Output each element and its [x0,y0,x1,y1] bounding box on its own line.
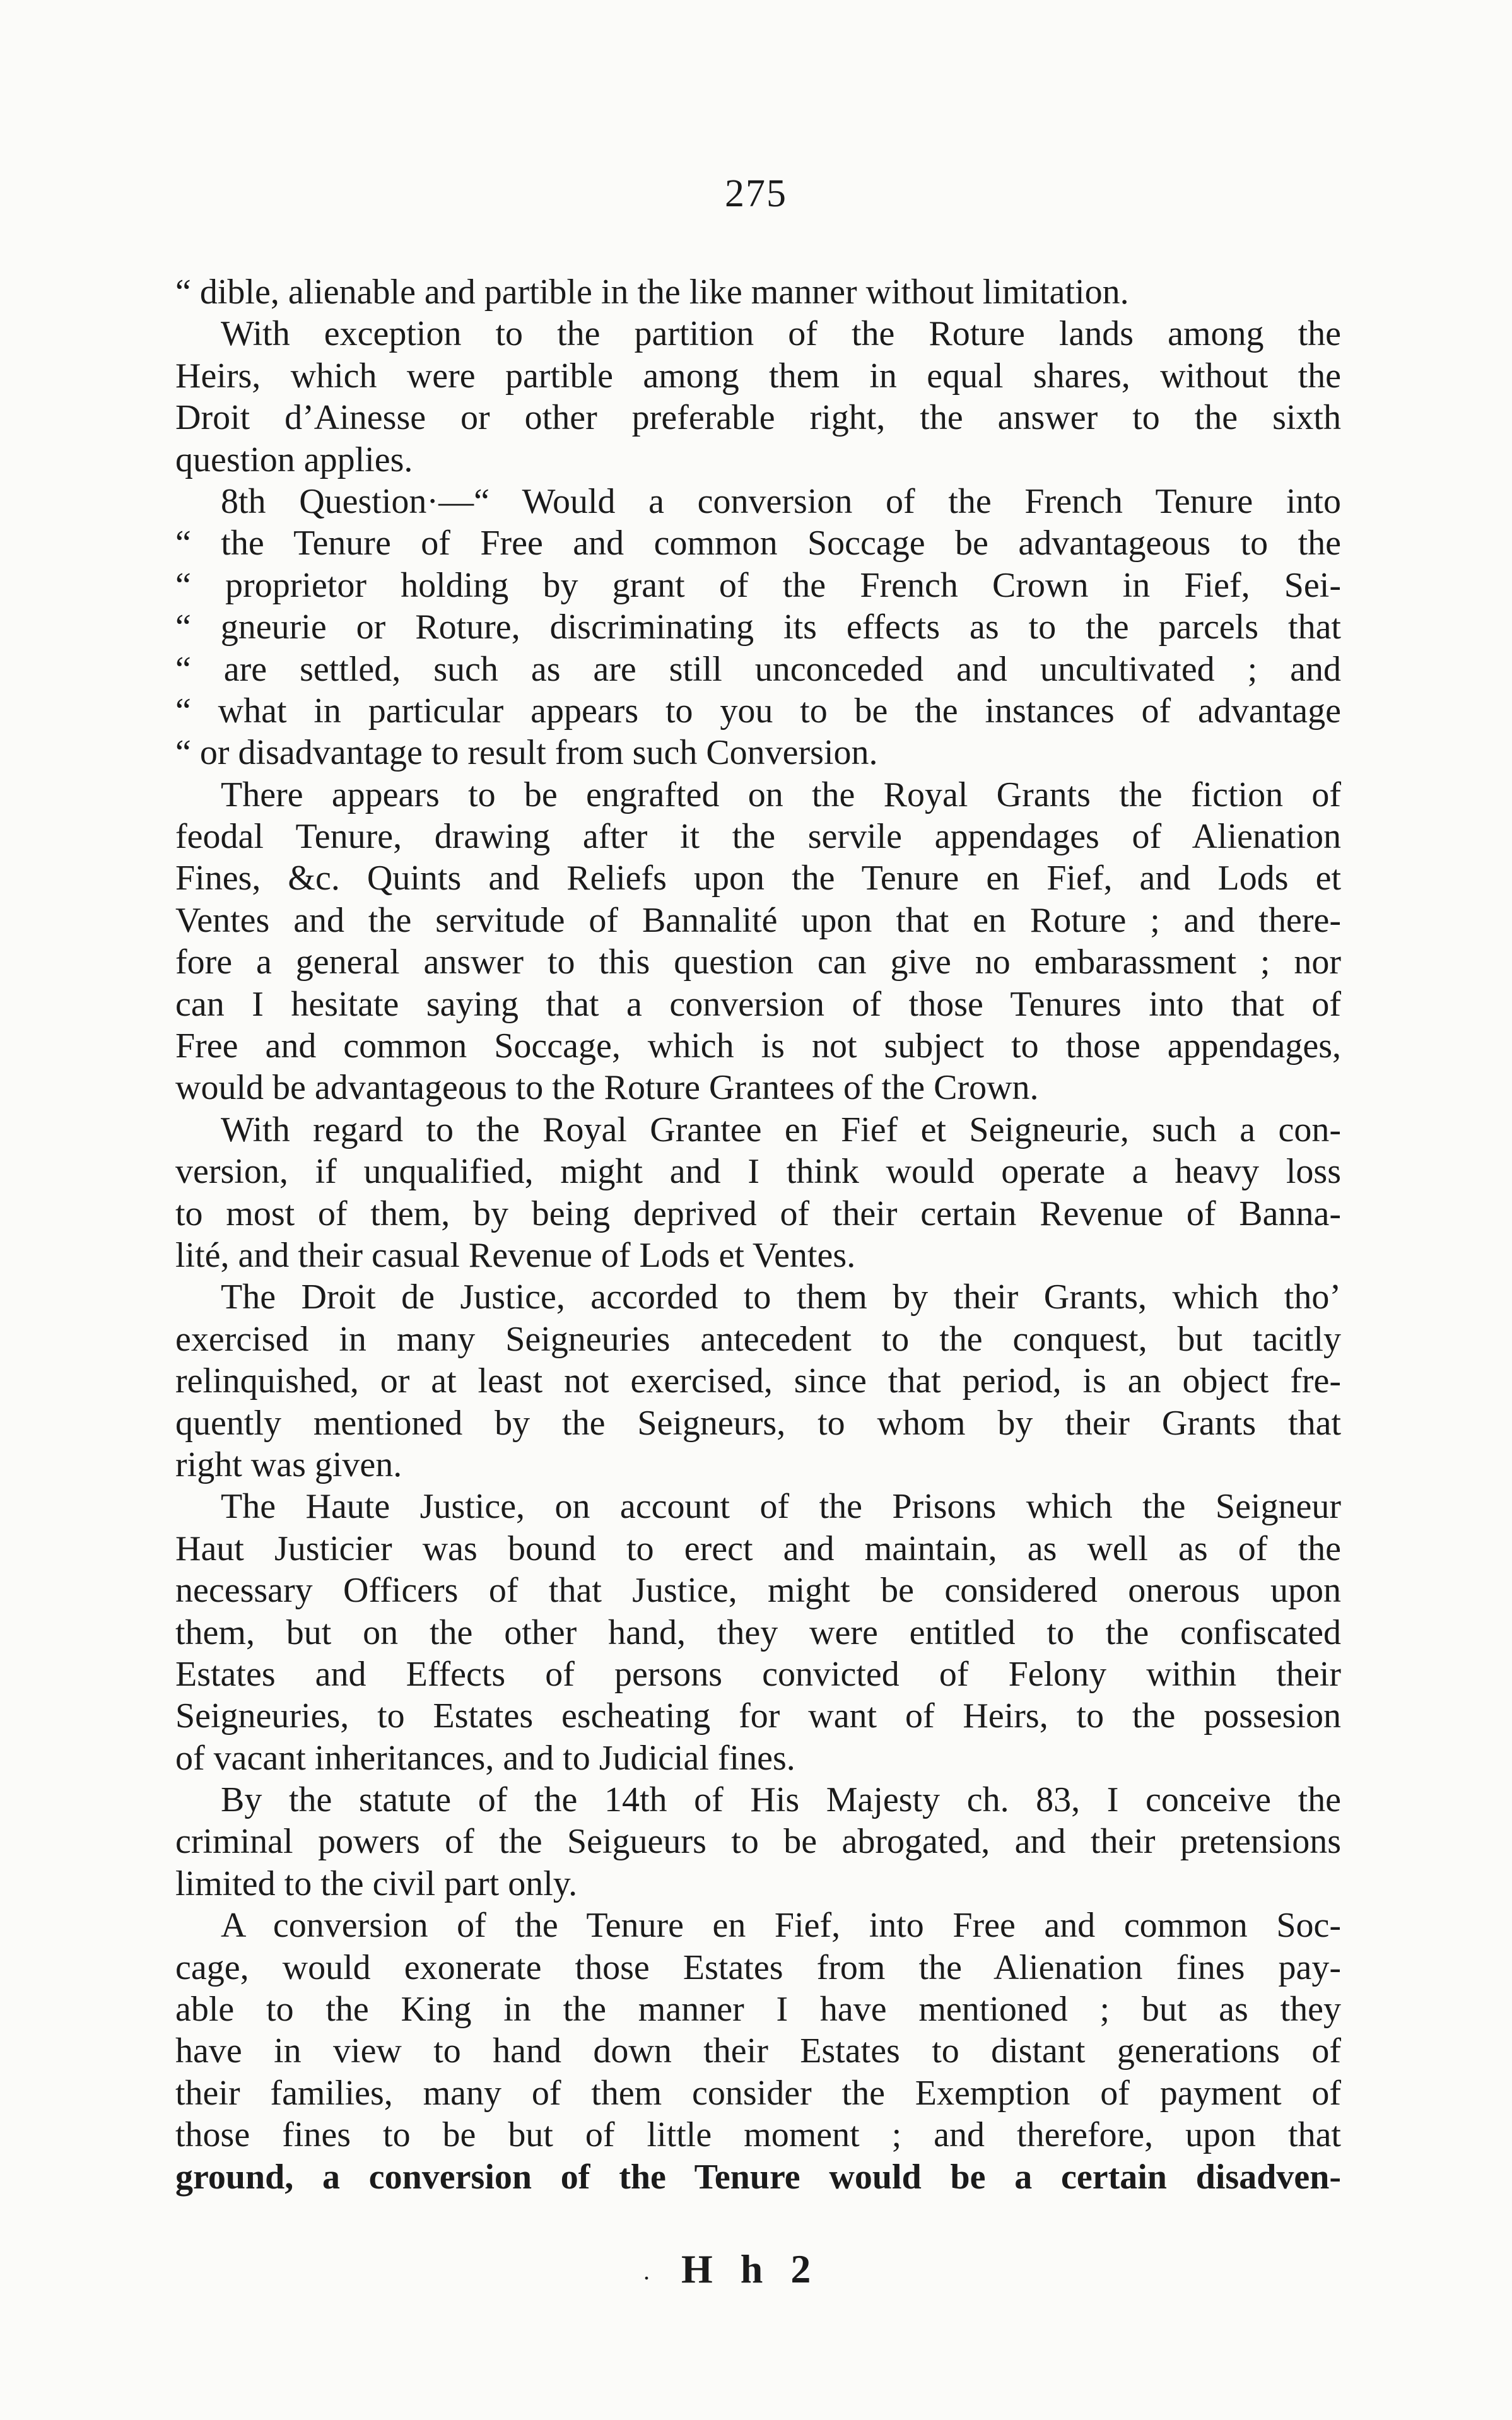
text-line: relinquished, or at least not exercised, since that period, is an object fre- [175,1361,1341,1401]
text-line: question applies. [175,440,413,479]
text-line: cage, would exonerate those Estates from the Alienation fines pay- [175,1947,1341,1987]
text-line: able to the King in the manner I have mentioned ; but as they [175,1990,1341,2029]
text-line: them, but on the other hand, they were entitled to the confiscated [175,1612,1341,1652]
text-line: those fines to be but of little moment ; and therefore, upon that [175,2115,1341,2155]
text-line: fore a general answer to this question can give no embarassment ; nor [175,943,1341,982]
text-line: “ proprietor holding by grant of the French Crown in Fief, Sei- [175,565,1341,605]
text-line: quently mentioned by the Seigneurs, to whom by their Grants that [175,1403,1341,1443]
text-line: The Droit de Justice, accorded to them by their Grants, which tho’ [221,1278,1341,1317]
text-line: By the statute of the 14th of His Majesty ch. 83, I conceive the [221,1780,1341,1820]
text-line: exercised in many Seigneuries antecedent to the conquest, but tacitly [175,1319,1341,1359]
text-line: “ are settled, such as are still unconceded and uncultivated ; and [175,649,1341,689]
text-line: Heirs, which were partible among them in equal shares, without the [175,356,1341,396]
text-line: criminal powers of the Seigueurs to be abrogated, and their pretensions [175,1822,1341,1862]
text-line: “ dible, alienable and partible in the like manner without limitation. [175,273,1129,312]
text-line: There appears to be engrafted on the Royal Grants the fiction of [221,775,1341,814]
text-line: Haut Justicier was bound to erect and maintain, as well as of the [175,1529,1341,1568]
page-number: 275 [725,172,787,215]
text-line: Free and common Soccage, which is not subject to those appendages, [175,1026,1341,1066]
text-line: Fines, &c. Quints and Reliefs upon the Tenure en Fief, and Lods et [175,859,1341,898]
text-line: “ or disadvantage to result from such Conversion. [175,733,878,773]
text-line: version, if unqualified, might and I think would operate a heavy loss [175,1152,1341,1192]
signature-mark: H h 2 [681,2247,820,2291]
text-line: lité, and their casual Revenue of Lods et Ventes. [175,1235,856,1275]
text-line: A conversion of the Tenure en Fief, into Free and common Soc- [221,1906,1341,1946]
text-line: ground, a conversion of the Tenure would be a certain disadven- [175,2157,1341,2197]
text-line: With regard to the Royal Grantee en Fief et Seigneurie, such a con- [221,1110,1341,1149]
text-line: right was given. [175,1445,402,1484]
text-line: Droit d’Ainesse or other preferable right, the answer to the sixth [175,398,1341,438]
text-line: “ what in particular appears to you to be the instances of advantage [175,691,1341,731]
text-line: “ gneurie or Roture, discriminating its effects as to the parcels that [175,608,1341,647]
text-line: of vacant inheritances, and to Judicial fines. [175,1738,795,1778]
text-line: Seigneuries, to Estates escheating for want of Heirs, to the possesion [175,1696,1341,1736]
text-line: “ the Tenure of Free and common Soccage be advantageous to the [175,524,1341,563]
text-line: The Haute Justice, on account of the Prisons which the Seigneur [221,1487,1341,1527]
text-line: have in view to hand down their Estates to distant generations of [175,2031,1341,2071]
text-line: can I hesitate saying that a conversion of those Tenures into that of [175,984,1341,1024]
text-line: With exception to the partition of the Roture lands among the [221,314,1341,354]
text-line: feodal Tenure, drawing after it the servile appendages of Alienation [175,817,1341,857]
text-line: would be advantageous to the Roture Grantees of the Crown. [175,1068,1039,1108]
text-line: necessary Officers of that Justice, might be considered onerous upon [175,1571,1341,1611]
text-line: to most of them, by being deprived of their certain Revenue of Banna- [175,1194,1341,1233]
text-line: 8th Question·—“ Would a conversion of the French Tenure into [221,481,1341,521]
text-line: Estates and Effects of persons convicted of Felony within their [175,1654,1341,1694]
body-text [175,271,1341,2198]
signature-dot: . [643,2257,650,2285]
text-line: Ventes and the servitude of Bannalité upon that en Roture ; and there- [175,900,1341,940]
text-line: their families, many of them consider the Exemption of payment of [175,2073,1341,2113]
text-line: limited to the civil part only. [175,1864,578,1903]
